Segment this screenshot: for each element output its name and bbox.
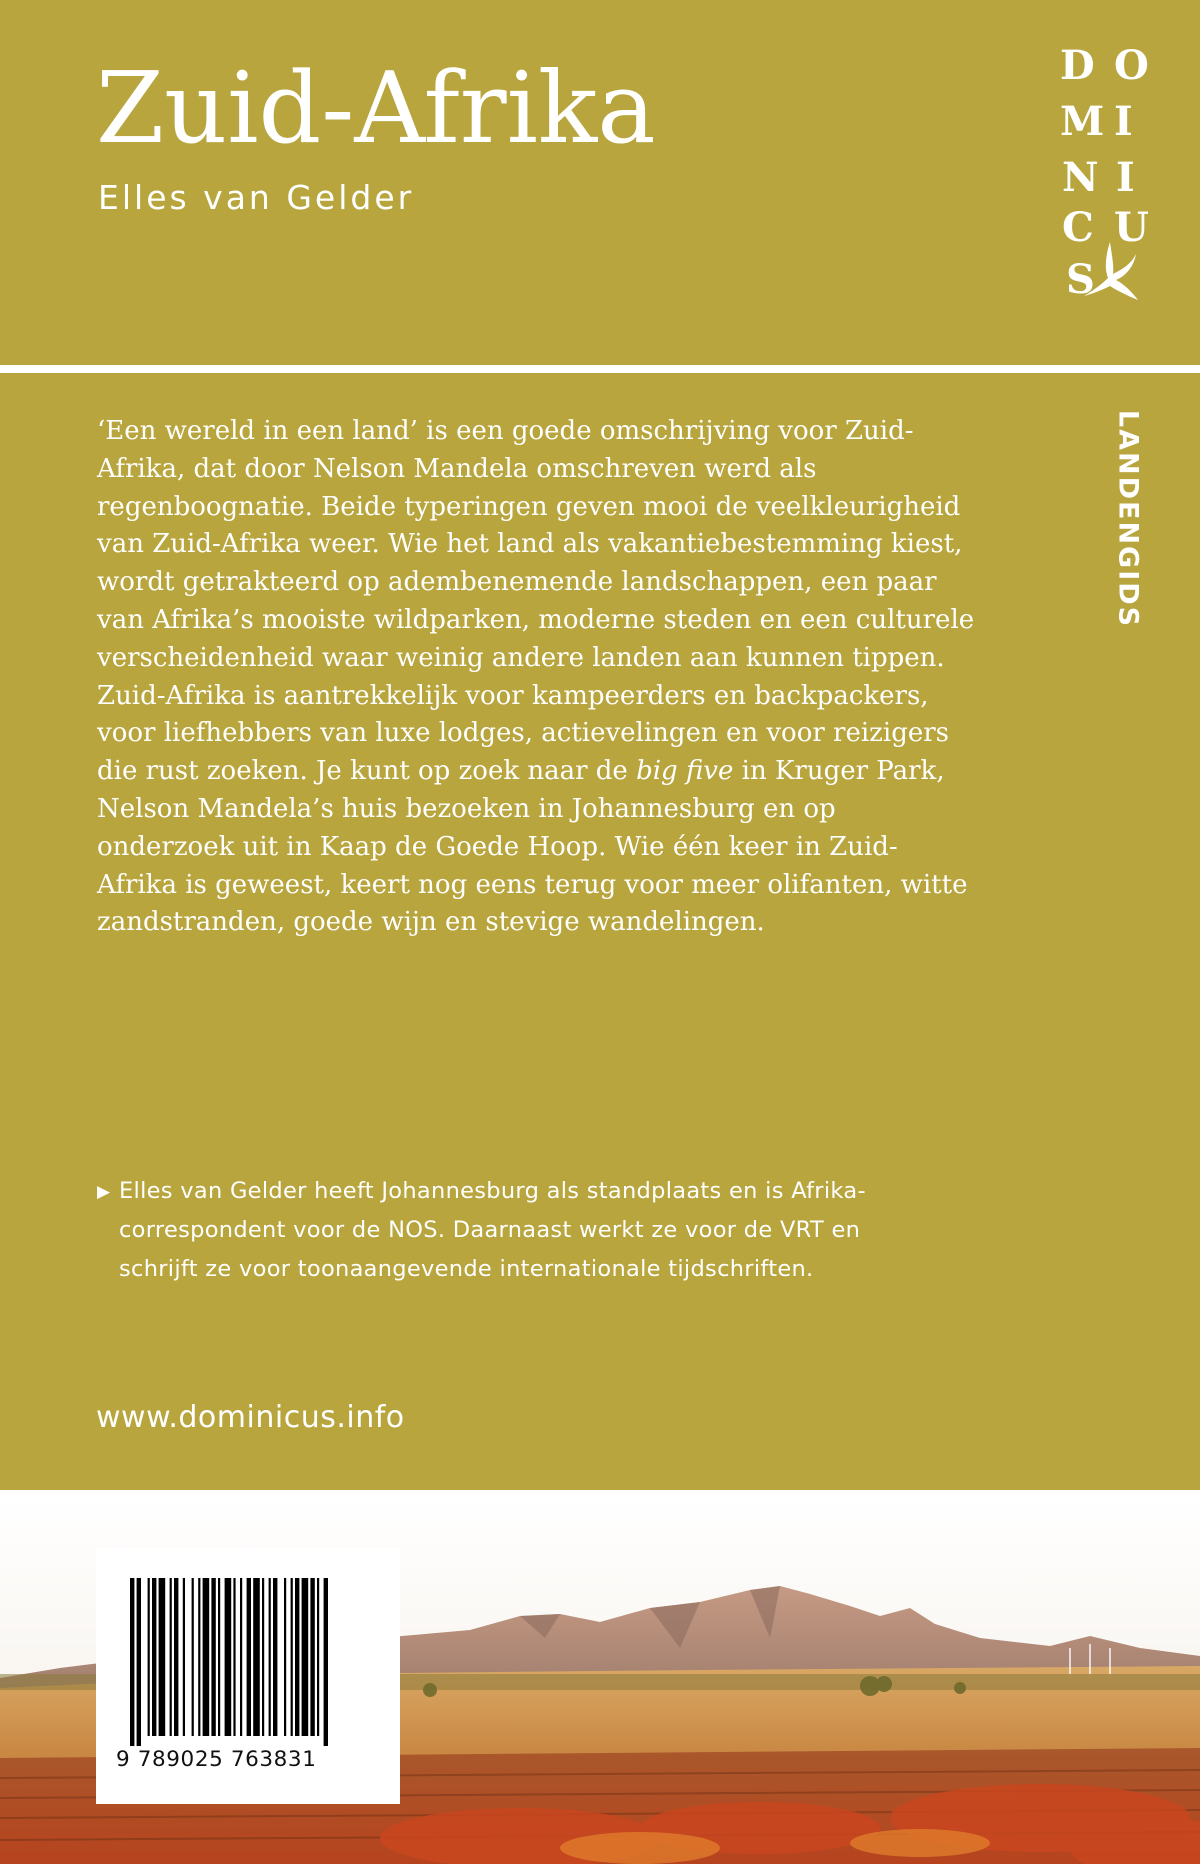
description-paragraph [97, 678, 977, 943]
barcode-bar [170, 1578, 172, 1736]
triangle-bullet-icon: ▶ [97, 1182, 111, 1202]
book-title: Zuid-Afrika [96, 52, 656, 166]
top-divider [0, 365, 1200, 373]
barcode-bar [152, 1578, 156, 1736]
italic-phrase: big five [636, 756, 734, 787]
barcode-bar [291, 1578, 293, 1736]
series-label [1108, 409, 1148, 629]
barcode-bar [253, 1578, 260, 1736]
barcode-bar [183, 1578, 185, 1736]
barcode-bar [174, 1578, 178, 1736]
description-paragraph-2-end: in Kruger Park, Nelson Mandela’s huis bezoeken in Johannesburg en op onderzoek uit in Kaap de Goede Hoop. Wie één keer in Zuid-Afrika is geweest, keert nog eens terug voor meer olifanten, witte zandstranden, goede wijn en stevige wandelingen. [97, 756, 968, 938]
author-bio-text: Elles van Gelder heeft Johannesburg als standplaats en is Afrikacorrespondent voor de NOS. Daarnaast werkt ze voor de VRT en schrijft ze voor toonaangevende internationale tijdschriften. [119, 1178, 866, 1282]
author-bio [97, 1172, 897, 1289]
barcode-bar [225, 1578, 232, 1736]
description-text [97, 413, 977, 942]
bottom-divider [0, 1490, 1200, 1498]
logo-letter: O [1114, 42, 1149, 89]
barcode-bar [302, 1578, 309, 1736]
barcode-bar [310, 1578, 314, 1736]
barcode-bar [240, 1578, 242, 1736]
barcode-panel [96, 1548, 400, 1804]
barcode-bar [295, 1578, 299, 1736]
barcode-bar [211, 1578, 215, 1736]
logo-letter: I [1116, 154, 1135, 201]
logo-letter: I [1114, 98, 1133, 145]
barcode-bar [273, 1578, 277, 1736]
barcode-bar [317, 1578, 319, 1736]
barcode-bar [192, 1578, 194, 1736]
isbn-number: 9 789025 763831 [116, 1747, 317, 1772]
barcode-bar [247, 1578, 251, 1736]
barcode-bar [130, 1578, 134, 1746]
logo-letter: C [1062, 204, 1094, 251]
barcode-bar [218, 1578, 220, 1736]
logo-letter: U [1114, 204, 1149, 251]
logo-letter: S [1066, 256, 1095, 303]
swallow-icon [1080, 240, 1140, 302]
logo-letter: M [1060, 98, 1105, 145]
barcode-bar [324, 1578, 328, 1746]
logo-letter: N [1062, 154, 1099, 201]
author-name: Elles van Gelder [98, 178, 415, 217]
barcode-bar [159, 1578, 166, 1736]
barcode-bar [284, 1578, 286, 1736]
barcode-bar [269, 1578, 271, 1736]
barcode-bar [203, 1578, 210, 1736]
series-label-text: LANDENGIDS [1112, 409, 1144, 629]
barcode-bar [233, 1578, 235, 1736]
barcode-bar [198, 1578, 200, 1736]
barcode-bar [262, 1578, 264, 1736]
logo-letter: D [1060, 42, 1095, 89]
publisher-website: www.dominicus.info [96, 1400, 405, 1435]
barcode-bar [148, 1578, 150, 1736]
description-paragraph-2-start: Zuid-Afrika is aantrekkelijk voor kampeerders en backpackers, voor liefhebbers van luxe lodges, actievelingen en voor reizigers die rust zoeken. Je kunt op zoek naar de [97, 680, 949, 787]
description-paragraph-1: ‘Een wereld in een land’ is een goede omschrijving voor Zuid-Afrika, dat door Nelson Mandela omschreven werd als regenboognatie. Beide typeringen geven mooi de veelkleurigheid van Zuid-Afrika weer. Wie het land als vakantiebestemming kiest, wordt getrakteerd op adembenemende landschappen, een paar van Afrika’s mooiste wildparken, moderne steden en een culturele verscheidenheid waar weinig andere landen aan kunnen tippen. [97, 416, 975, 673]
barcode-bar [137, 1578, 141, 1746]
description-paragraph [97, 413, 977, 678]
